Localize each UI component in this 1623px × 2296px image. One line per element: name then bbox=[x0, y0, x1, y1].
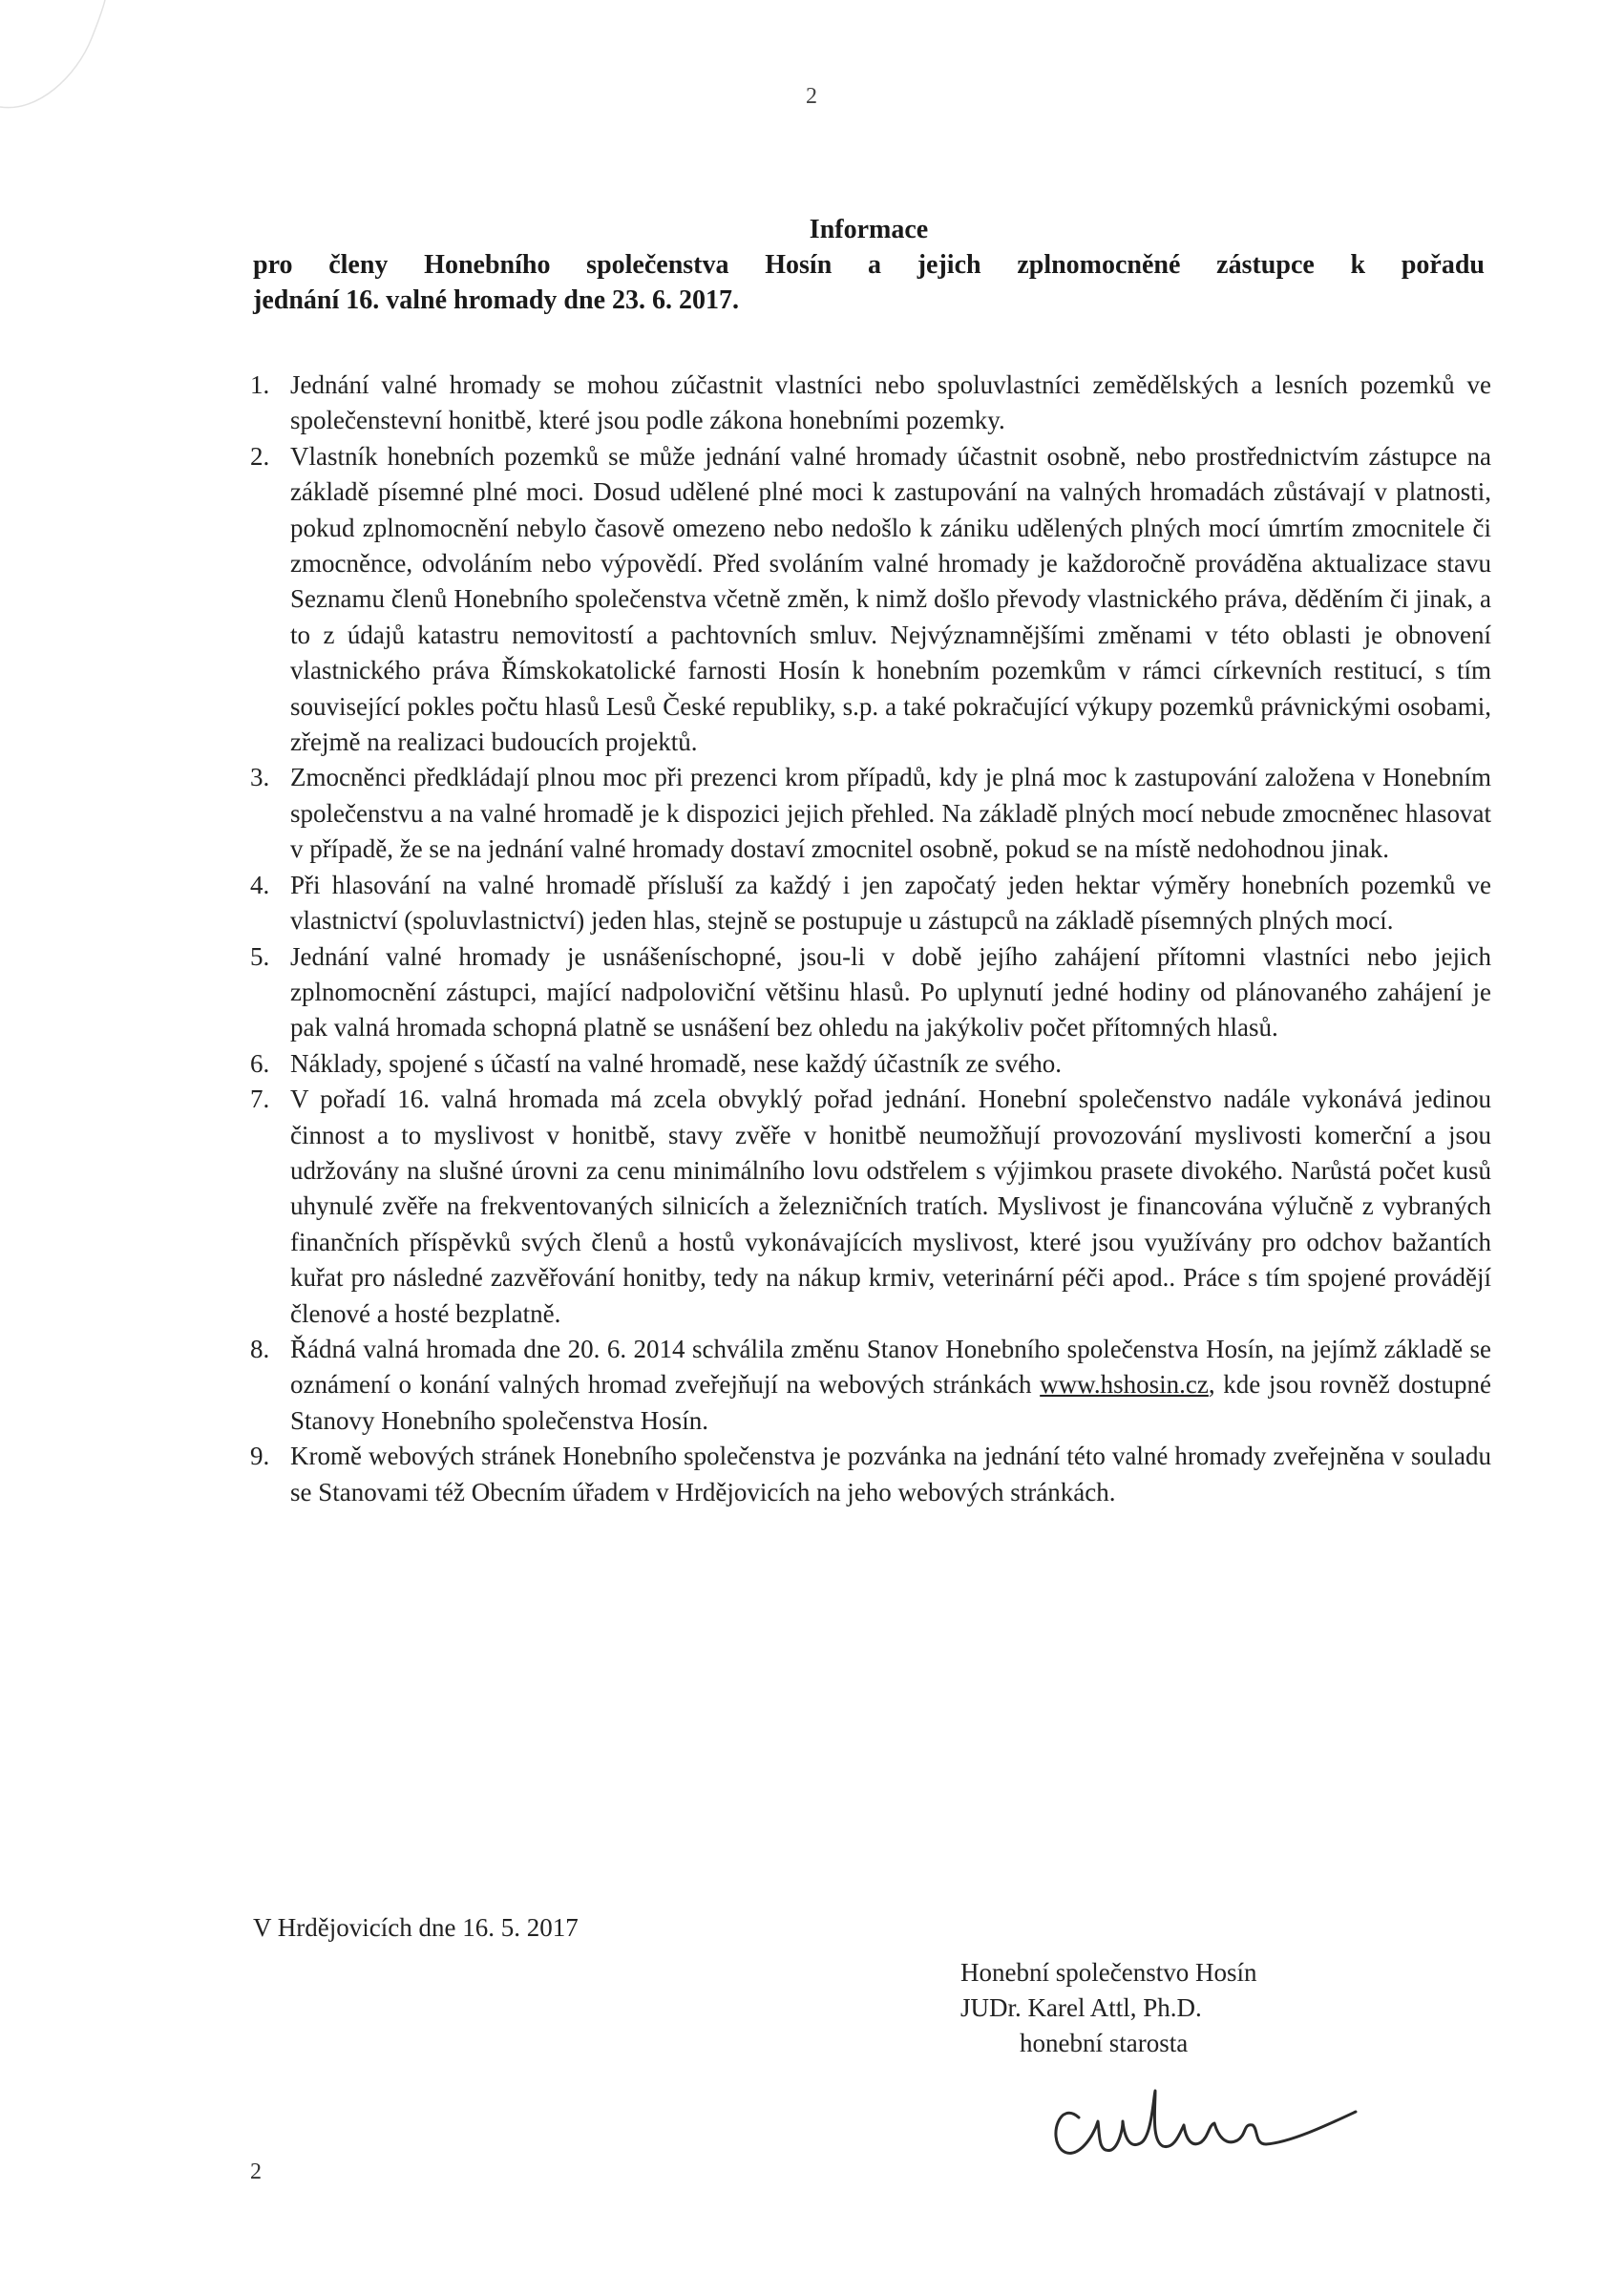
item-number: 3. bbox=[250, 763, 270, 792]
item-number: 9. bbox=[250, 1442, 270, 1471]
signatory-name: JUDr. Karel Attl, Ph.D. bbox=[960, 1993, 1202, 2022]
list-item bbox=[250, 1332, 1491, 1439]
item-number: 7. bbox=[250, 1085, 270, 1114]
scan-corner-mark bbox=[0, 0, 153, 134]
item-text: Jednání valné hromady se mohou zúčastnit vlastníci nebo spoluvlastníci zemědělských a lesních pozemků ve společenstevní honitbě, které jsou podle zákona honebními pozemky. bbox=[290, 370, 1491, 435]
website-link[interactable]: www.hshosin.cz bbox=[1040, 1370, 1209, 1400]
handwritten-signature bbox=[1041, 2062, 1365, 2177]
signatory-role: honební starosta bbox=[1020, 2029, 1189, 2057]
list-item bbox=[250, 368, 1491, 439]
list-item bbox=[250, 939, 1491, 1046]
item-text: Náklady, spojené s účastí na valné hromadě, nese každý účastník ze svého. bbox=[290, 1048, 1062, 1078]
item-number: 5. bbox=[250, 941, 270, 971]
heading-line-2: jednání 16. valné hromady dne 23. 6. 2017. bbox=[253, 285, 739, 315]
heading-title: Informace bbox=[809, 215, 929, 244]
list-item bbox=[250, 439, 1491, 761]
signature-block bbox=[960, 1955, 1256, 2061]
item-number: 6. bbox=[250, 1048, 270, 1078]
item-text: Zmocněnci předkládají plnou moc při prezenci krom případů, kdy je plná moc k zastupování založena v Honebním společenstvu a na valné hromadě je k dispozici jejich přehled. Na základě plných mocí nebude zmocněnec hlasovat v případě, že se na jednání valné hromady dostaví zmocnitel osobně, pokud se na místě nedohodnou jinak. bbox=[290, 763, 1491, 864]
item-text: Jednání valné hromady je usnášeníschopné, jsou-li v době jejího zahájení přítomni vlastníci nebo jejich zplnomocnění zástupci, mající nadpoloviční většinu hlasů. Po uplynutí jedné hodiny od plánovaného zahájení je pak valná hromada schopná platně se usnášení bez ohledu na jakýkoliv počet přítomných hlasů. bbox=[290, 941, 1491, 1043]
item-number: 8. bbox=[250, 1334, 270, 1363]
item-text: Při hlasování na valné hromadě přísluší za každý i jen započatý jeden hektar výměry honebních pozemků ve vlastnictví (spoluvlastnictví) jeden hlas, stejně se postupuje u zástupců na základě písemných plných mocí. bbox=[290, 870, 1491, 936]
page-number-bottom: 2 bbox=[250, 2159, 262, 2184]
list-item bbox=[250, 1082, 1491, 1332]
list-item bbox=[250, 868, 1491, 939]
signatory-organization: Honební společenstvo Hosín bbox=[960, 1958, 1257, 1987]
item-text-after-link: , kde jsou rovněž dostupné Stanovy Honebního společenstva Hosín. bbox=[290, 1370, 1491, 1435]
item-text: Vlastník honebních pozemků se může jednání valné hromady účastnit osobně, nebo prostřednictvím zástupce na základě písemné plné moci. Dosud udělené plné moci k zastupování na valných hromadách zůstávají v platnosti, pokud zplnomocnění nebylo časově omezeno nebo nedošlo k zániku udělených plných mocí úmrtím zmocnitele či zmocněnce, odvoláním nebo výpovědí. Před svoláním valné hromady je každoročně prováděna aktualizace stavu Seznamu členů Honebního společenstva včetně změn, k nimž došlo převody vlastnického práva, děděním či jinak, a to z údajů katastru nemovitostí a pachtovních smluv. Nejvýznamnějšími změnami v této oblasti je obnovení vlastnického práva Římskokatolické farnosti Hosín k honebním pozemkům v rámci církevních restitucí, s tím související pokles počtu hlasů Lesů České republiky, s.p. a také pokračující výkupy pozemků právnickými osobami, zřejmě na realizaci budoucích projektů. bbox=[290, 441, 1491, 757]
item-text: Kromě webových stránek Honebního společenstva je pozvánka na jednání této valné hromady zveřejněna v souladu se Stanovami též Obecním úřadem v Hrdějovicích na jeho webových stránkách. bbox=[290, 1442, 1491, 1506]
item-text-before-link: Řádná valná hromada dne 20. 6. 2014 schválila změnu Stanov Honebního společenstva Hosín, na jejímž základě se oznámení o konání valných hromad zveřejňují na webových stránkách bbox=[290, 1334, 1491, 1400]
list-item bbox=[250, 1439, 1491, 1510]
document-heading bbox=[253, 212, 1485, 318]
list-item bbox=[250, 1046, 1491, 1082]
heading-line-1: pro členy Honebního společenstva Hosín a jejich zplnomocněné zástupce k pořadu bbox=[253, 250, 1485, 280]
item-number: 4. bbox=[250, 870, 270, 899]
information-list bbox=[250, 368, 1491, 1510]
place-and-date: V Hrdějovicích dne 16. 5. 2017 bbox=[253, 1913, 579, 1942]
list-item bbox=[250, 760, 1491, 867]
page-number-top: 2 bbox=[806, 84, 817, 109]
item-text: V pořadí 16. valná hromada má zcela obvyklý pořad jednání. Honební společenstvo nadále vykonává jedinou činnost a to myslivost v honitbě, stavy zvěře v honitbě neumožňují provozování myslivosti komerční a jsou udržovány na slušné úrovni za cenu minimálního lovu odstřelem s výjimkou prasete divokého. Narůstá počet kusů uhynulé zvěře na frekventovaných silnicích a železničních tratích. Myslivost je financována výlučně z vybraných finančních příspěvků svých členů a hostů vykonávajících myslivost, které jsou využívány pro odchov bažantích kuřat pro následné zazvěřování honitby, tedy na nákup krmiv, veterinární péči apod.. Práce s tím spojené provádějí členové a hosté bezplatně. bbox=[290, 1085, 1491, 1328]
item-number: 1. bbox=[250, 370, 270, 399]
item-number: 2. bbox=[250, 441, 270, 471]
